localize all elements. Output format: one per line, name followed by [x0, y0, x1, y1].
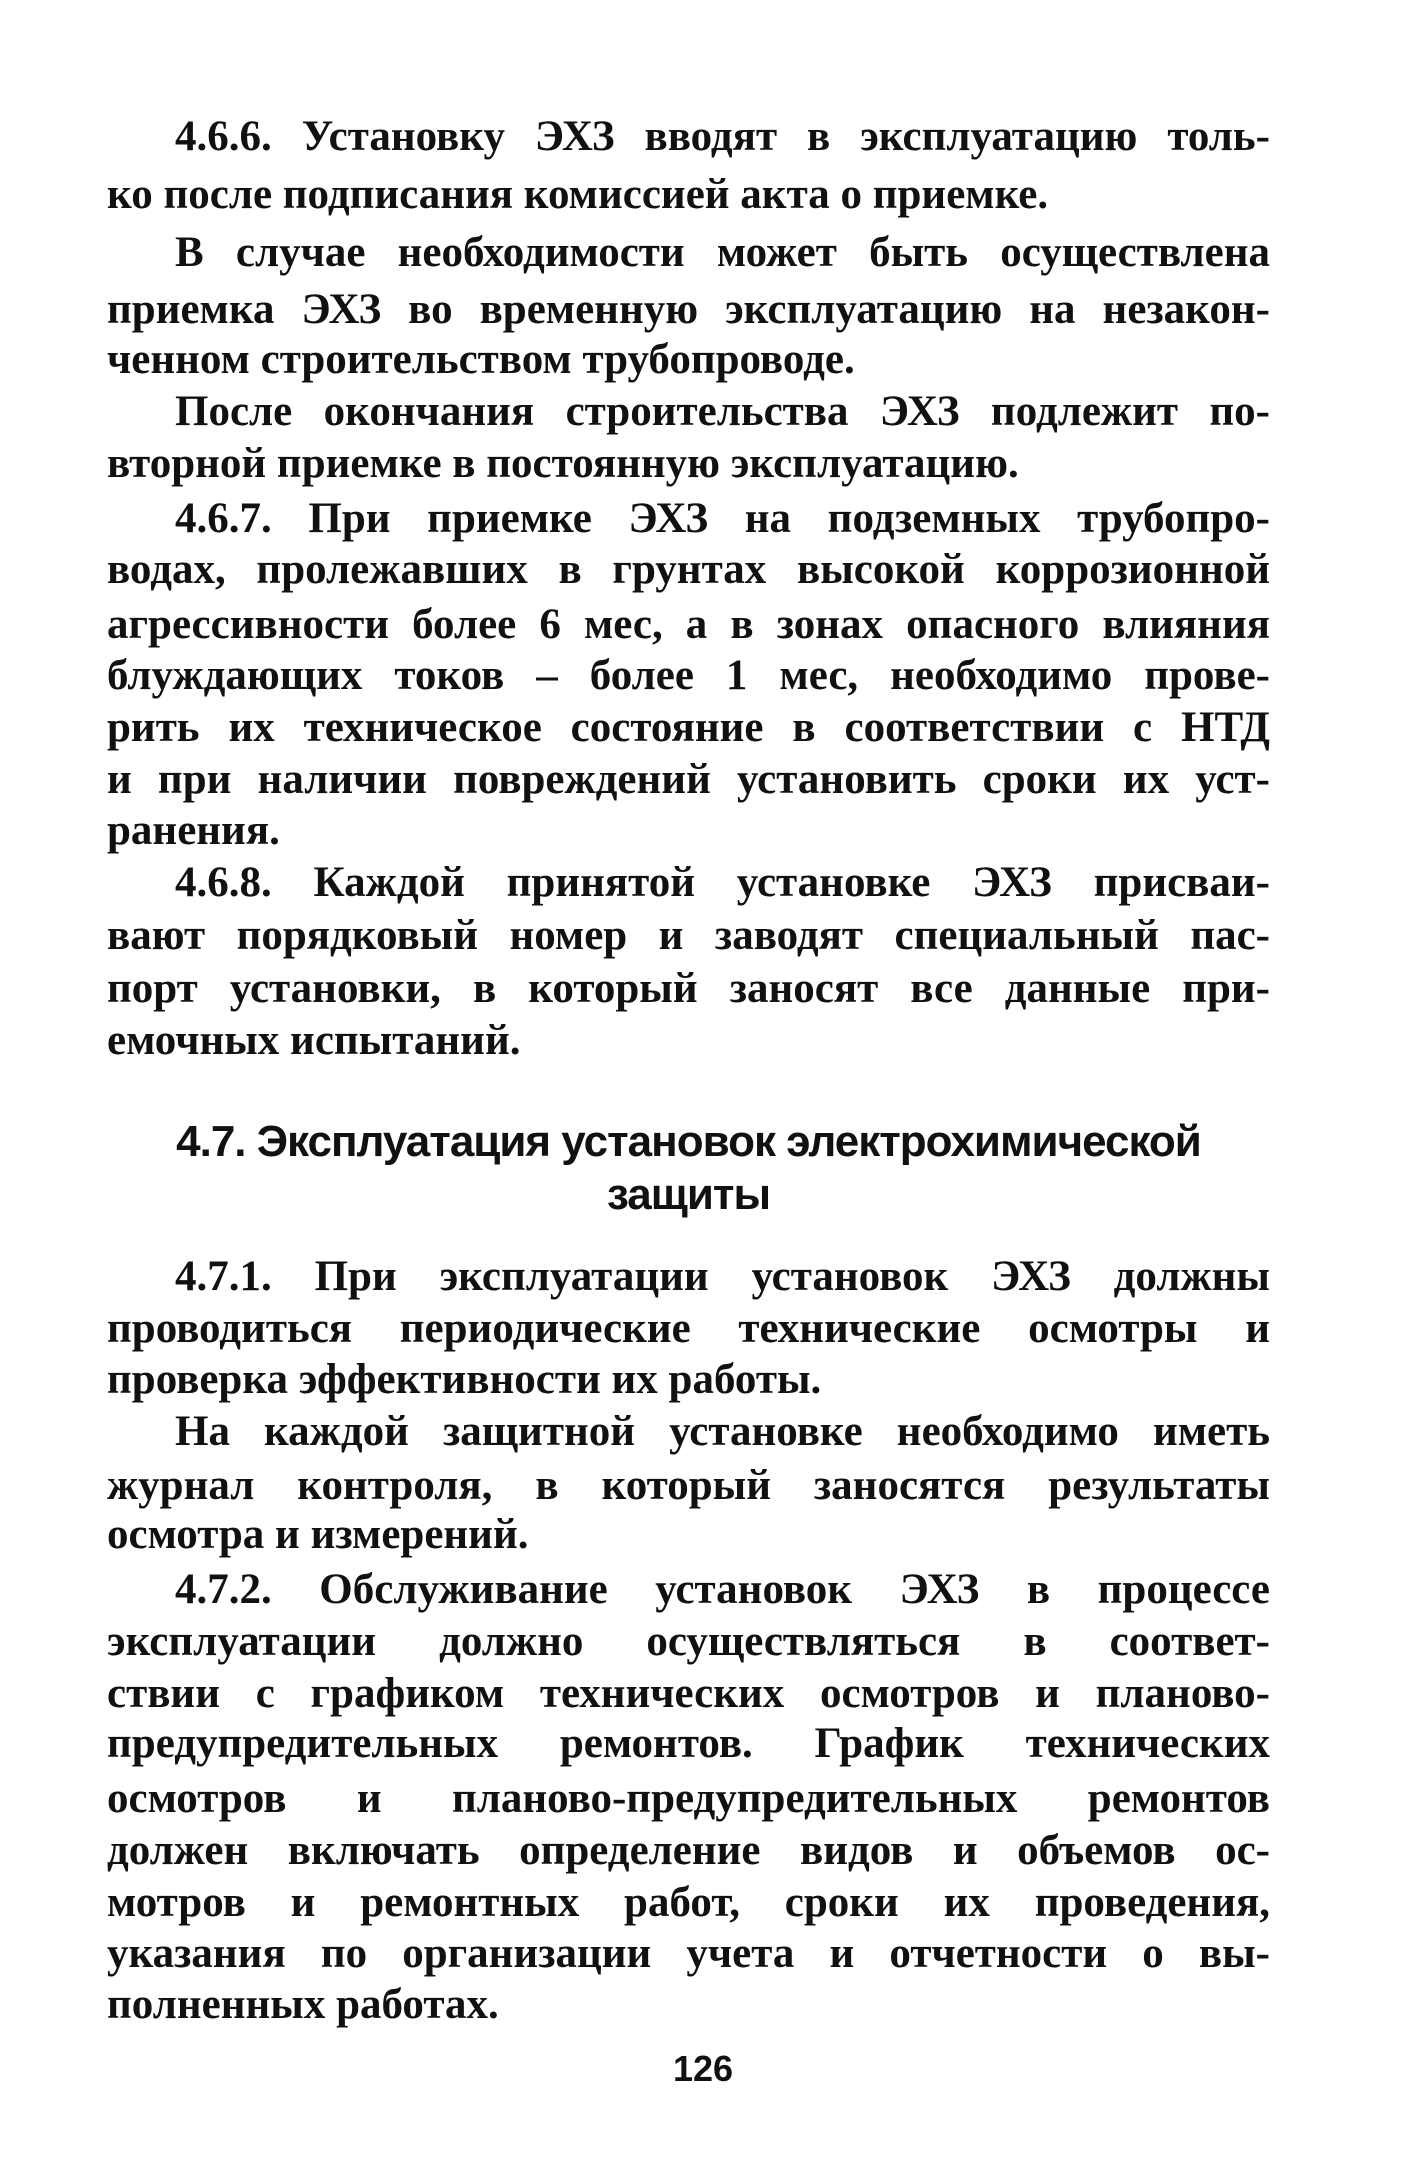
section-heading-line1: 4.7. Эксплуатация установок электрохимической — [176, 1117, 1201, 1166]
text-line: блуждающих токов – более 1 мес, необходимо прове- — [107, 652, 1270, 699]
text-line: 4.7.1. При эксплуатации установок ЭХЗ должны — [175, 1253, 1270, 1300]
text-line: полненных работах. — [107, 1981, 499, 2028]
page-number: 126 — [672, 2048, 734, 2089]
text-line: осмотров и планово-предупредительных ремонтов — [107, 1775, 1270, 1822]
text-line: ко после подписания комиссией акта о приемке. — [107, 171, 1049, 218]
text-line: На каждой защитной установке необходимо иметь — [175, 1408, 1270, 1455]
text-line: После окончания строительства ЭХЗ подлежит по- — [175, 388, 1270, 435]
text-line: проверка эффективности их работы. — [107, 1356, 822, 1403]
text-line: проводиться периодические технические осмотры и — [107, 1305, 1270, 1352]
text-line: В случае необходимости может быть осуществлена — [175, 229, 1270, 276]
text-line: предупредительных ремонтов. График технических — [107, 1720, 1270, 1767]
text-line: рить их техническое состояние в соответствии с НТД — [107, 704, 1270, 751]
text-line: ранения. — [107, 807, 280, 854]
text-line: емочных испытаний. — [107, 1017, 521, 1064]
text-line: журнал контроля, в который заносятся результаты — [107, 1462, 1270, 1509]
text-line: агрессивности более 6 мес, а в зонах опасного влияния — [107, 601, 1270, 648]
text-line: указания по организации учета и отчетности о вы- — [107, 1930, 1270, 1977]
text-line: и при наличии повреждений установить сроки их уст- — [107, 756, 1270, 803]
section-heading-line2: защиты — [606, 1170, 771, 1219]
text-line: ствии с графиком технических осмотров и планово- — [107, 1670, 1270, 1717]
text-line: 4.6.6. Установку ЭХЗ вводят в эксплуатацию толь- — [175, 113, 1270, 160]
text-line: водах, пролежавших в грунтах высокой коррозионной — [107, 546, 1270, 593]
text-line: порт установки, в который заносят все данные при- — [107, 965, 1270, 1012]
text-line: 4.6.7. При приемке ЭХЗ на подземных трубопро- — [175, 495, 1270, 542]
text-line: 4.6.8. Каждой принятой установке ЭХЗ присваи- — [175, 859, 1270, 906]
text-line: вторной приемке в постоянную эксплуатацию. — [107, 440, 1019, 487]
text-line: вают порядковый номер и заводят специальный пас- — [107, 912, 1270, 959]
text-line: должен включать определение видов и объемов ос- — [107, 1827, 1270, 1874]
text-line: 4.7.2. Обслуживание установок ЭХЗ в процессе — [175, 1566, 1270, 1613]
text-line: приемка ЭХЗ во временную эксплуатацию на незакон- — [107, 286, 1270, 333]
text-line: мотров и ремонтных работ, сроки их проведения, — [107, 1879, 1270, 1926]
text-line: осмотра и измерений. — [107, 1511, 529, 1558]
text-line: эксплуатации должно осуществляться в соответ- — [107, 1618, 1270, 1665]
text-line: ченном строительством трубопроводе. — [107, 336, 855, 383]
